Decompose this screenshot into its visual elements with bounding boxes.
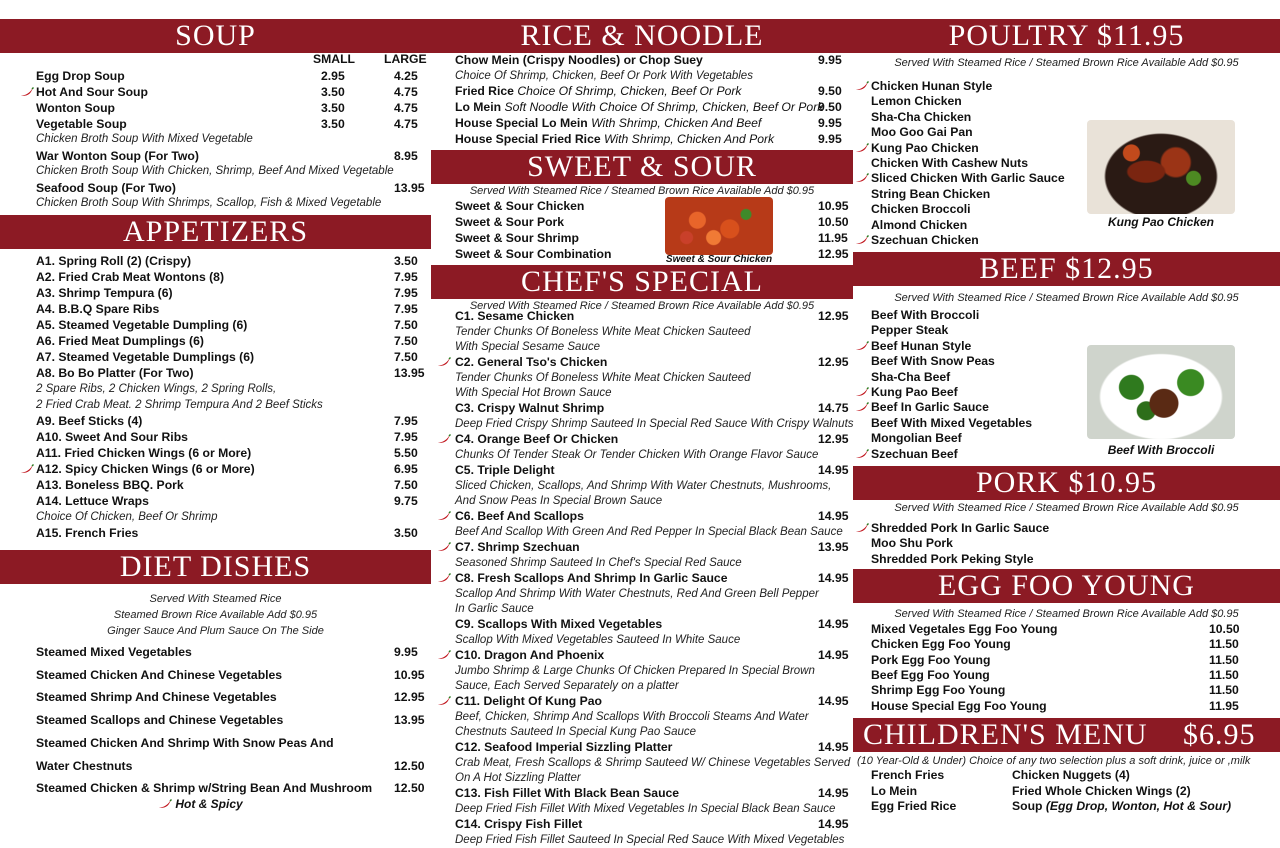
- item-price: 9.50: [818, 100, 842, 114]
- item-name: Lo Mein: [455, 100, 502, 114]
- item-name: String Bean Chicken: [871, 186, 991, 201]
- item-name: Egg Drop Soup: [36, 69, 125, 83]
- item-price: 7.95: [394, 286, 418, 300]
- item-desc: Seasoned Shrimp Sauteed In Chef's Special Red Sauce: [455, 557, 742, 569]
- item-name: C8. Fresh Scallops And Shrimp In Garlic Sauce: [455, 571, 728, 585]
- beef-note: Served With Steamed Rice / Steamed Brown Rice Available Add $0.95: [894, 292, 1239, 304]
- chili-pepper-icon: [855, 235, 869, 245]
- item-name: Kung Pao Chicken: [871, 140, 979, 155]
- item-name: Steamed Chicken And Shrimp With Snow Peas And: [36, 735, 334, 750]
- spicy-legend: [158, 797, 243, 812]
- legend-label: Hot & Spicy: [175, 797, 243, 811]
- item-name: War Wonton Soup (For Two): [36, 149, 199, 163]
- item-name: A9. Beef Sticks (4): [36, 414, 143, 428]
- item-name: A8. Bo Bo Platter (For Two): [36, 366, 194, 380]
- item-name: A13. Boneless BBQ. Pork: [36, 478, 184, 492]
- item-price: 13.95: [394, 713, 425, 728]
- item-price: 6.95: [394, 462, 418, 476]
- a14-desc: Choice Of Chicken, Beef Or Shrimp: [36, 511, 218, 523]
- item-price: 14.95: [818, 648, 849, 662]
- item-price: 12.95: [394, 690, 425, 705]
- item-name: Beef With Mixed Vegetables: [871, 415, 1033, 430]
- item-price: 9.75: [394, 494, 418, 508]
- pork-note: Served With Steamed Rice / Steamed Brown Rice Available Add $0.95: [894, 502, 1239, 514]
- item-name: Szechuan Beef: [871, 446, 958, 461]
- item-price: 14.95: [818, 740, 849, 754]
- a8-desc: 2 Fried Crab Meat. 2 Shrimp Tempura And 2 Beef Sticks: [36, 399, 323, 411]
- kung-pao-chicken-photo: [1087, 120, 1235, 214]
- item-price: 8.95: [394, 149, 418, 163]
- item-name: A14. Lettuce Wraps: [36, 494, 149, 508]
- item-name: French Fries: [871, 768, 945, 782]
- chili-pepper-icon: [437, 650, 451, 660]
- item-desc: Beef And Scallop With Green And Red Pepper In Special Black Bean Sauce: [455, 526, 843, 538]
- item-price: 10.50: [818, 215, 849, 229]
- item-desc: Chestnuts Sauteed In Special Kung Pao Sauce: [455, 726, 697, 738]
- children-title: CHILDREN'S MENU: [863, 718, 1148, 751]
- chili-pepper-icon: [437, 573, 451, 583]
- item-name: Sweet & Sour Pork: [455, 215, 565, 229]
- item-name: Chicken Broccoli: [871, 202, 971, 217]
- item-desc: With Special Sesame Sauce: [455, 341, 600, 353]
- chili-pepper-icon: [20, 87, 34, 97]
- item-name: Soup: [1012, 799, 1043, 813]
- item-name: Almond Chicken: [871, 217, 968, 232]
- item-desc: Jumbo Shrimp & Large Chunks Of Chicken Prepared In Special Brown: [455, 665, 815, 677]
- item-desc: Choice Of Shrimp, Chicken, Beef Or Pork: [517, 84, 742, 98]
- item-name: Lemon Chicken: [871, 94, 962, 109]
- item-price: 9.95: [818, 53, 842, 67]
- column-right: [853, 0, 1280, 835]
- item-name: C7. Shrimp Szechuan: [455, 540, 580, 554]
- a8-desc: 2 Spare Ribs, 2 Chicken Wings, 2 Spring Rolls,: [36, 383, 277, 395]
- item-name: Sweet & Sour Shrimp: [455, 231, 579, 245]
- item-name: C4. Orange Beef Or Chicken: [455, 432, 619, 446]
- item-name: Beef With Broccoli: [871, 308, 980, 322]
- item-price: 7.95: [394, 430, 418, 444]
- item-name: A7. Steamed Vegetable Dumplings (6): [36, 350, 255, 364]
- item-price: 14.95: [818, 694, 849, 708]
- item-name: C5. Triple Delight: [455, 463, 555, 477]
- chili-pepper-icon: [437, 542, 451, 552]
- item-price: 14.95: [818, 786, 849, 800]
- diet-note: Ginger Sauce And Plum Sauce On The Side: [107, 625, 324, 637]
- chili-pepper-icon: [158, 799, 172, 809]
- item-desc: Sauce, Each Served Separately on a platter: [455, 680, 679, 692]
- rice-desc: Choice Of Shrimp, Chicken, Beef Or Pork With Vegetables: [455, 70, 753, 82]
- chili-pepper-icon: [855, 449, 869, 459]
- item-name: Steamed Mixed Vegetables: [36, 645, 192, 659]
- item-name: Mixed Vegetales Egg Foo Young: [871, 622, 1058, 636]
- item-name: Shredded Pork In Garlic Sauce: [871, 521, 1050, 535]
- item-price: 7.95: [394, 270, 418, 284]
- chef-note: Served With Steamed Rice / Steamed Brown Rice Available Add $0.95: [469, 300, 815, 312]
- item-price: 11.95: [818, 231, 848, 245]
- beef-header: BEEF $12.95: [853, 252, 1280, 286]
- item-price: 12.95: [818, 247, 849, 261]
- item-name: A15. French Fries: [36, 526, 139, 540]
- item-name: A10. Sweet And Sour Ribs: [36, 430, 188, 444]
- item-name: Moo Goo Gai Pan: [871, 125, 973, 140]
- item-desc: With Shrimp, Chicken And Beef: [591, 116, 762, 130]
- item-desc: Beef, Chicken, Shrimp And Scallops With Broccoli Steams And Water: [455, 711, 809, 723]
- item-name: C13. Fish Fillet With Black Bean Sauce: [455, 786, 680, 800]
- chili-pepper-icon: [437, 357, 451, 367]
- item-price: 9.95: [818, 132, 842, 146]
- item-price: 7.50: [394, 350, 418, 364]
- item-desc: In Garlic Sauce: [455, 603, 534, 615]
- item-price: 7.50: [394, 478, 418, 492]
- item-name: C2. General Tso's Chicken: [455, 355, 608, 369]
- item-name: C3. Crispy Walnut Shrimp: [455, 401, 605, 415]
- item-name: Chicken Nuggets (4): [1012, 768, 1130, 782]
- item-price: 9.95: [394, 645, 418, 659]
- item-price: 14.95: [818, 817, 849, 831]
- item-name: Beef With Snow Peas: [871, 354, 995, 369]
- item-desc: With Shrimp, Chicken And Pork: [604, 132, 775, 146]
- item-desc: Deep Fried Crispy Shrimp Sauteed In Special Red Sauce With Crispy Walnuts: [455, 418, 854, 430]
- item-name: Egg Fried Rice: [871, 799, 957, 813]
- item-name: Steamed Chicken And Chinese Vegetables: [36, 667, 283, 682]
- sweet-photo-caption: Sweet & Sour Chicken: [665, 254, 773, 265]
- appetizers-header: APPETIZERS: [0, 215, 431, 249]
- small-price: 2.95: [321, 69, 345, 83]
- small-price: 3.50: [321, 85, 345, 99]
- item-name: Pepper Steak: [871, 323, 949, 338]
- item-price: 7.95: [394, 414, 418, 428]
- item-price: 13.95: [394, 181, 425, 195]
- item-name: A2. Fried Crab Meat Wontons (8): [36, 270, 225, 284]
- item-name: C11. Delight Of Kung Pao: [455, 694, 602, 708]
- item-price: 13.95: [394, 366, 425, 380]
- item-name: Steamed Chicken & Shrimp w/String Bean And Mushroom: [36, 781, 373, 796]
- item-name: Sweet & Sour Combination: [455, 247, 612, 261]
- chili-pepper-icon: [855, 341, 869, 351]
- item-name: Shrimp Egg Foo Young: [871, 683, 1006, 698]
- item-name: Chicken Hunan Style: [871, 79, 993, 93]
- item-name: A3. Shrimp Tempura (6): [36, 286, 173, 300]
- item-name: A12. Spicy Chicken Wings (6 or More): [36, 462, 255, 476]
- soup-desc: Chicken Broth Soup With Chicken, Shrimp, Beef And Mixed Vegetable: [36, 165, 394, 177]
- item-desc: Scallop And Shrimp With Water Chestnuts, Red And Green Bell Pepper: [455, 588, 819, 600]
- item-price: 12.95: [818, 355, 849, 369]
- item-name: C1. Sesame Chicken: [455, 309, 575, 323]
- item-name: Kung Pao Beef: [871, 385, 958, 399]
- small-price: 3.50: [321, 117, 345, 131]
- item-desc: With Special Hot Brown Sauce: [455, 387, 612, 399]
- item-price: 7.50: [394, 334, 418, 348]
- item-name: Wonton Soup: [36, 101, 115, 115]
- poultry-photo-caption: Kung Pao Chicken: [1107, 215, 1214, 229]
- item-desc: Sliced Chicken, Scallops, And Shrimp With Water Chestnuts, Mushrooms,: [455, 480, 832, 492]
- large-price: 4.75: [394, 117, 418, 131]
- item-price: 12.95: [818, 309, 849, 323]
- item-name: Beef Egg Foo Young: [871, 667, 990, 682]
- sweet-note: Served With Steamed Rice / Steamed Brown Rice Available Add $0.95: [469, 185, 815, 197]
- item-name: Pork Egg Foo Young: [871, 652, 991, 667]
- sweet-header: SWEET & SOUR: [431, 150, 853, 184]
- item-desc: Soft Noodle With Choice Of Shrimp, Chicken, Beef Or Pork: [504, 100, 824, 114]
- item-name: Szechuan Chicken: [871, 233, 979, 247]
- large-price: 4.25: [394, 69, 418, 83]
- item-desc: Scallop With Mixed Vegetables Sauteed In White Sauce: [455, 634, 741, 646]
- chili-pepper-icon: [437, 434, 451, 444]
- diet-note: Served With Steamed Rice: [149, 593, 282, 605]
- pork-header: PORK $10.95: [853, 466, 1280, 500]
- item-desc: Crab Meat, Fresh Scallops & Shrimp Sauteed W/ Chinese Vegetables Served: [455, 757, 851, 769]
- item-price: 5.50: [394, 446, 418, 460]
- column-left: [0, 0, 431, 835]
- item-name: Steamed Shrimp And Chinese Vegetables: [36, 690, 277, 705]
- item-name: Fried Whole Chicken Wings (2): [1012, 783, 1191, 798]
- item-name: Chicken With Cashew Nuts: [871, 156, 1028, 170]
- item-name: Moo Shu Pork: [871, 536, 953, 551]
- item-name: Steamed Scallops and Chinese Vegetables: [36, 713, 284, 728]
- soup-options: (Egg Drop, Wonton, Hot & Sour): [1045, 799, 1232, 813]
- item-price: 11.50: [1209, 652, 1239, 667]
- item-name: House Special Egg Foo Young: [871, 698, 1047, 713]
- item-name: C10. Dragon And Phoenix: [455, 648, 605, 662]
- item-price: 14.75: [818, 401, 849, 415]
- item-name: A5. Steamed Vegetable Dumpling (6): [36, 318, 248, 332]
- item-price: 14.95: [818, 617, 849, 631]
- item-name: C9. Scallops With Mixed Vegetables: [455, 617, 663, 631]
- item-name: Seafood Soup (For Two): [36, 181, 176, 195]
- item-name: Sha-Cha Beef: [871, 369, 951, 384]
- poultry-note: Served With Steamed Rice / Steamed Brown Rice Available Add $0.95: [894, 57, 1239, 69]
- item-price: 9.95: [818, 116, 842, 130]
- large-price: 4.75: [394, 85, 418, 99]
- soup-desc: Chicken Broth Soup With Shrimps, Scallop, Fish & Mixed Vegetable: [36, 197, 382, 209]
- item-price: 14.95: [818, 571, 849, 585]
- sweet-sour-chicken-photo: [665, 197, 773, 255]
- egg-note: Served With Steamed Rice / Steamed Brown Rice Available Add $0.95: [894, 608, 1239, 620]
- item-price: 11.50: [1209, 667, 1239, 682]
- item-name: Hot And Sour Soup: [36, 85, 148, 99]
- item-price: 11.95: [1209, 698, 1239, 713]
- soup-desc: Chicken Broth Soup With Mixed Vegetable: [36, 133, 253, 145]
- chef-header: CHEF'S SPECIAL: [431, 265, 853, 299]
- small-price: 3.50: [321, 101, 345, 115]
- item-desc: Tender Chunks Of Boneless White Meat Chicken Sauteed: [455, 372, 751, 384]
- item-desc: Deep Fried Fish Fillet With Mixed Vegetables In Special Black Bean Sauce: [455, 803, 836, 815]
- beef-broccoli-photo: [1087, 345, 1235, 439]
- item-price: 3.50: [394, 526, 418, 540]
- soup-header: SOUP: [0, 19, 431, 53]
- chili-pepper-icon: [855, 143, 869, 153]
- item-price: 10.95: [394, 667, 425, 682]
- item-desc: Chunks Of Tender Steak Or Tender Chicken With Orange Flavor Sauce: [455, 449, 819, 461]
- chili-pepper-icon: [855, 523, 869, 533]
- item-name: Water Chestnuts: [36, 758, 133, 773]
- item-name: Chicken Egg Foo Young: [871, 637, 1011, 652]
- chili-pepper-icon: [855, 81, 869, 91]
- item-price: 11.50: [1209, 683, 1239, 698]
- item-desc: Deep Fried Fish Fillet Sauteed In Special Red Sauce With Mixed Vegetables: [455, 834, 845, 846]
- item-name: Vegetable Soup: [36, 117, 127, 131]
- item-price: 14.95: [818, 509, 849, 523]
- item-name: Lo Mein: [871, 783, 918, 798]
- item-price: 10.95: [818, 199, 849, 213]
- chili-pepper-icon: [437, 511, 451, 521]
- item-name: House Special Fried Rice: [455, 132, 601, 146]
- item-price: 7.95: [394, 302, 418, 316]
- item-name: A6. Fried Meat Dumplings (6): [36, 334, 204, 348]
- item-name: Sha-Cha Chicken: [871, 109, 972, 124]
- item-price: 7.50: [394, 318, 418, 332]
- item-name: A1. Spring Roll (2) (Crispy): [36, 254, 192, 268]
- children-header: [853, 718, 1280, 752]
- beef-photo-caption: Beef With Broccoli: [1107, 443, 1215, 457]
- item-desc: On A Hot Sizzling Platter: [455, 772, 581, 784]
- item-price: 9.50: [818, 84, 842, 98]
- egg-header: EGG FOO YOUNG: [853, 569, 1280, 603]
- chili-pepper-icon: [20, 464, 34, 474]
- children-price: $6.95: [1183, 718, 1256, 751]
- large-label: LARGE: [384, 52, 427, 66]
- item-name: C14. Crispy Fish Fillet: [455, 817, 583, 831]
- item-price: 11.50: [1209, 637, 1239, 652]
- column-middle: [431, 0, 854, 846]
- item-price: 3.50: [394, 254, 418, 268]
- item-desc: Tender Chunks Of Boneless White Meat Chicken Sauteed: [455, 326, 751, 338]
- chili-pepper-icon: [855, 402, 869, 412]
- item-price: 12.50: [394, 758, 425, 773]
- small-label: SMALL: [313, 52, 355, 66]
- poultry-header: POULTRY $11.95: [853, 19, 1280, 53]
- rice-header: RICE & NOODLE: [431, 19, 853, 53]
- item-name: Fried Rice: [455, 84, 514, 98]
- chili-pepper-icon: [437, 696, 451, 706]
- item-name: Beef In Garlic Sauce: [871, 400, 989, 415]
- item-price: 14.95: [818, 463, 849, 477]
- item-name: C12. Seafood Imperial Sizzling Platter: [455, 740, 673, 754]
- item-price: 12.50: [394, 781, 425, 796]
- item-name: Shredded Pork Peking Style: [871, 551, 1034, 566]
- item-name: Chow Mein (Crispy Noodles) or Chop Suey: [455, 53, 703, 67]
- item-name: C6. Beef And Scallops: [455, 509, 584, 523]
- item-name: A4. B.B.Q Spare Ribs: [36, 302, 160, 316]
- item-price: 10.50: [1209, 622, 1240, 636]
- item-price: 13.95: [818, 540, 849, 554]
- item-name: Sliced Chicken With Garlic Sauce: [871, 171, 1065, 186]
- item-name: House Special Lo Mein: [455, 116, 588, 130]
- diet-header: DIET DISHES: [0, 550, 431, 584]
- chili-pepper-icon: [855, 173, 869, 183]
- children-note: (10 Year-Old & Under) Choice of any two selection plus a soft drink, juice or ,milk: [857, 755, 1251, 767]
- item-desc: And Snow Peas In Special Brown Sauce: [455, 495, 663, 507]
- item-name: A11. Fried Chicken Wings (6 or More): [36, 446, 252, 460]
- diet-note: Steamed Brown Rice Available Add $0.95: [113, 609, 318, 621]
- large-price: 4.75: [394, 101, 418, 115]
- item-name: Sweet & Sour Chicken: [455, 199, 585, 213]
- item-name: Beef Hunan Style: [871, 338, 972, 353]
- item-price: 12.95: [818, 432, 849, 446]
- chili-pepper-icon: [855, 387, 869, 397]
- item-name: Mongolian Beef: [871, 431, 962, 446]
